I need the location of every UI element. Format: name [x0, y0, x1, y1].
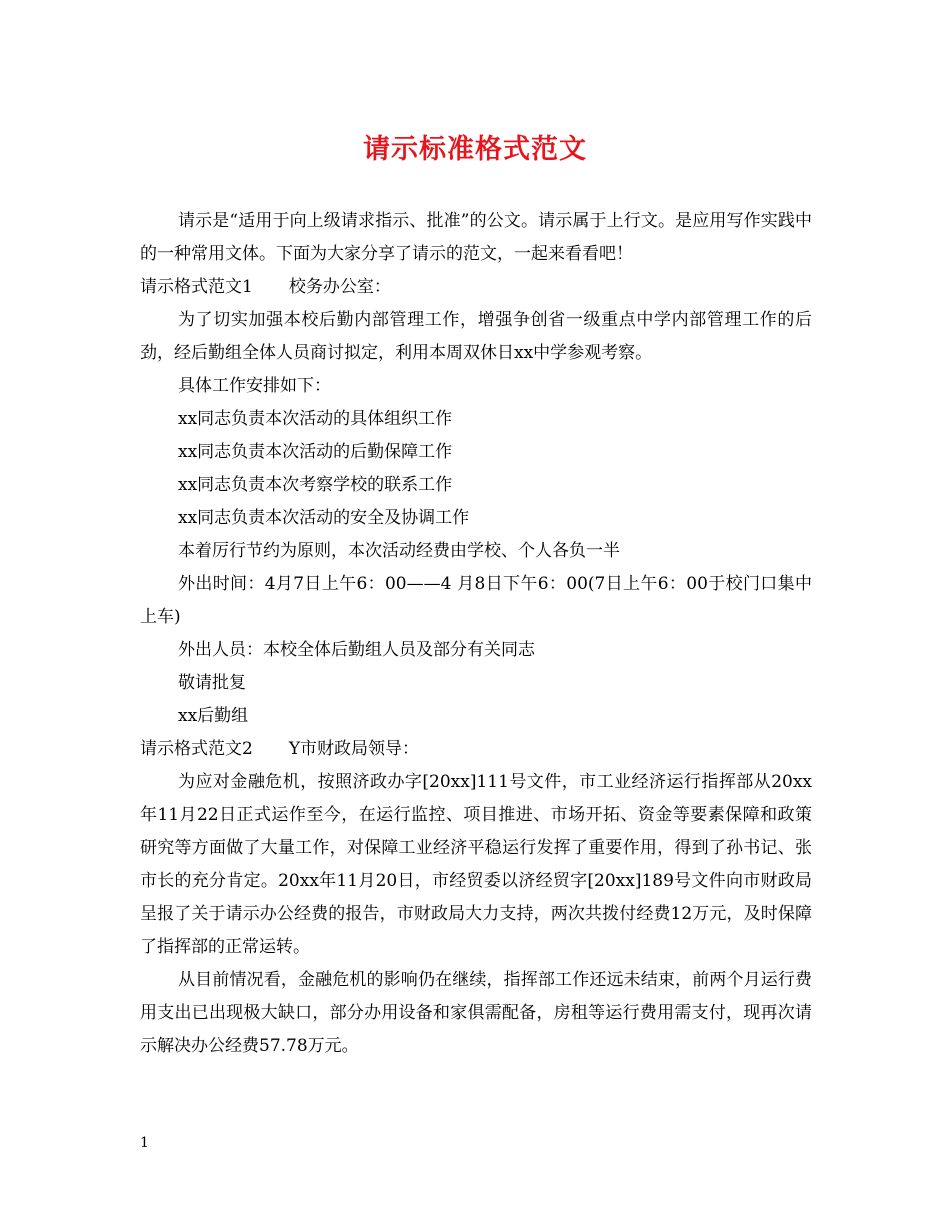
sample2-paragraph: 为应对金融危机，按照济政办字[20xx]111号文件，市工业经济运行指挥部从20xx年11月22日正式运作至今，在运行监控、项目推进、市场开拓、资金等要素保障和政策研究等方面做了大量工作，对保障工业经济平稳运行发挥了重要作用，得到了孙书记、张市长的充分肯定。20xx年11月20日，市经贸委以济经贸字[20xx]189号文件向市财政局呈报了关于请示办公经费的报告，市财政局大力支持，两次共拨付经费12万元，及时保障了指挥部的正常运转。: [140, 772, 812, 957]
sample1-recipient: 校务办公室：: [288, 277, 391, 297]
sample1-time: 外出时间：4月7日上午6：00——4 月8日下午6：00(7日上午6：00于校门口集中上车): [140, 574, 812, 627]
sample1-arrangement: 具体工作安排如下：: [178, 376, 331, 396]
intro-paragraph: 请示是“适用于向上级请求指示、批准”的公文。请示属于上行文。是应用写作实践中的一种常用文体。下面为大家分享了请示的范文，一起来看看吧！: [140, 211, 812, 264]
document-title: 请示标准格式范文: [363, 134, 587, 165]
sample2-paragraph: 从目前情况看，金融危机的影响仍在继续，指挥部工作还远未结束，前两个月运行费用支出已出现极大缺口，部分办用设备和家俱需配备，房租等运行费用需支付，现再次请示解决办公经费57.78万元。: [140, 970, 812, 1056]
sample1-heading-line: [140, 271, 812, 304]
sample2-recipient: Y市财政局领导：: [288, 739, 420, 759]
sample1-list-item: xx同志负责本次活动的安全及协调工作: [178, 508, 470, 528]
sample1-paragraph: 为了切实加强本校后勤内部管理工作，增强争创省一级重点中学内部管理工作的后劲，经后勤组全体人员商讨拟定，利用本周双休日xx中学参观考察。: [140, 310, 812, 363]
sample1-list-item: xx同志负责本次考察学校的联系工作: [178, 475, 453, 495]
document-body: [140, 205, 812, 1063]
sample1-list-item: xx同志负责本次活动的后勤保障工作: [178, 442, 453, 462]
sample2-heading: 请示格式范文2: [140, 739, 253, 759]
sample1-closing: 敬请批复: [178, 673, 246, 693]
sample1-heading: 请示格式范文1: [140, 277, 253, 297]
sample1-list-item: xx同志负责本次活动的具体组织工作: [178, 409, 453, 429]
sample2-heading-line: [140, 733, 812, 766]
sample1-budget: 本着厉行节约为原则，本次活动经费由学校、个人各负一半: [178, 541, 620, 561]
page-number: 1: [140, 1135, 149, 1151]
sample1-signature: xx后勤组: [178, 706, 249, 726]
sample1-people: 外出人员：本校全体后勤组人员及部分有关同志: [178, 640, 535, 660]
